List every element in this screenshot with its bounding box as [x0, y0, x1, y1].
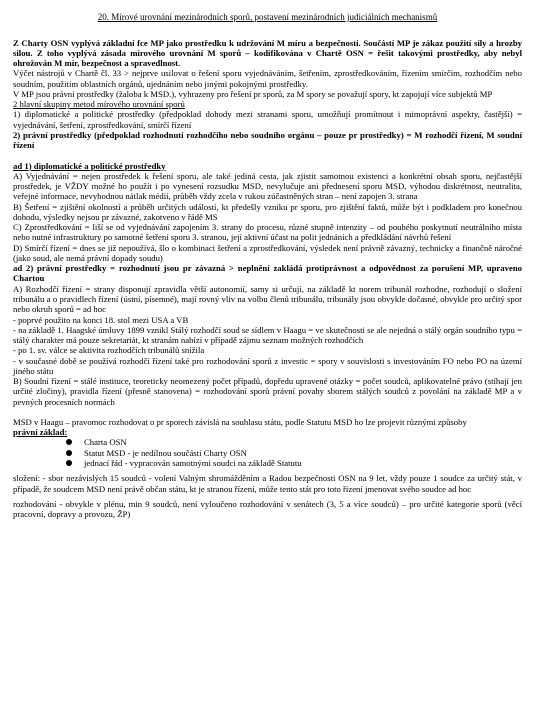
icj-legal-basis-list — [66, 437, 522, 468]
icj-composition: složení: - sbor nezávislých 15 soudců - volení Valným shromážděním a Radou bezpečnosti OSN na 9 let, vždy pouze 1 soudce za určitý stát, v případě, že soudcem MSD není právě občan státu, kt je stranou řízení, může tento stát pro toto řízení jmenovat svého soudce ad hoc — [13, 473, 522, 494]
arbitration-note-ww1: - po 1. sv. válce se aktivita rozhodčích tribunálů snížila — [13, 345, 205, 356]
legal-heading: ad 2) právní prostředky = rozhodnutí jsou pr závazná > neplnění zakládá protiprávnost a odpovědnost za porušení MP, upraveno Chartou — [13, 263, 522, 284]
diplomatic-item-inquiry: B) Šetření = zjištění okolností a průběh určitých událostí, kt předešly vzniku pr sporu, pro zjištění faktů, může být i podkladem pro konečnou dohodu, výsledky nejsou pr závazné, zakotveno v řádě MS — [13, 201, 522, 222]
diplomatic-item-mediation: C) Zprostředkování = liší se od vyjednávání zapojením 3. strany do procesu, různé stupně intenzity – od pouhého poskytnutí neutrálního místa nebo nutné infrastruktury po samotné šetření sporu 3. stranou, její aktivní účast na polit jednáních a předkládání návrhů řešení — [13, 222, 522, 243]
arbitration-note-hague: - na základě 1. Haagské úmluvy 1899 vznikl Stálý rozhodčí soud se sídlem v Haagu = ve skutečnosti se ale nejedná o stálý orgán soudního typu = stálý charakter má pouze sekretariát, kt stranám nabízí v případě zájmu seznam možných rozhodčích — [13, 324, 522, 346]
arbitration-note-first-use: - poprvé použito na konci 18. stol mezi USA a VB — [13, 314, 189, 325]
icj-legal-basis-label: právní základ: — [13, 427, 68, 438]
legal-item-arbitration: A) Rozhodčí řízení = strany disponují zpravidla větší autonomií, samy si určují, na základě kt norem tribunál rozhodne, rozhodují o složení tribunálu a o pravidlech řízení (ústní, písemné), mají rovný vliv na volbu členů tribunálu, tribunály jsou obvykle dočasné, obvykle pro určitý spor nebo okruh sporů = ad hoc — [13, 283, 522, 315]
page-title: 20. Mírové urovnání mezinárodních sporů, postavení mezinárodních judiciálních mechanismů — [97, 12, 438, 22]
intro-paragraph-legal: 2) právní prostředky (předpoklad rozhodnutí rozhodčího nebo soudního orgánu – pouze pr prostředky) = M rozhodčí řízení, M soudní řízení — [13, 130, 522, 151]
list-item: Statut MSD - je nedílnou součástí Charty OSN — [66, 448, 522, 458]
list-item: jednací řád - vypracován samotnými soudci na základě Statutu — [66, 458, 522, 468]
diplomatic-item-negotiation: A) Vyjednávání = nejen prostředek k řešení sporu, ale také jediná cesta, jak zjistit samotnou existenci a konkrétní obsah sporu, nejčastější prostředek, je VŽDY možné ho použít i po vynesení rozsudku MSD, nevylučuje ani přednesení sporu MSD, výhodou diskrétnost, neutralita, veřejné informace, nevyhodnou nátlak médií, průběh vždy zcela v rukou zúčastněných stran – není zapojen 3. strana — [13, 170, 522, 202]
icj-decision-making: rozhodování - obvykle v plénu, min 9 soudců, není vyloučeno rozhodování v senátech (3, 5 a více soudců) – pro určité kategorie sporů (věcí pracovní, dopravy a provozu, ŽP) — [13, 498, 522, 520]
diplomatic-heading: ad 1) diplomatické a politické prostředky — [13, 160, 166, 171]
legal-item-judicial: B) Soudní řízení = stálé instituce, teoreticky neomezený počet případů, dopředu upravené otázky = počet soudců, aplikovatelné právo (stíhají jen určité zločiny), pravidla řízení (přesně stanovena) = rozhodování sporů právní povahy sborem stálých soudců z povolání na základě MP a v pevných procesních normách — [13, 376, 522, 407]
list-item: Charta OSN — [66, 437, 522, 447]
icj-paragraph: MSD v Haagu – pravomoc rozhodovat o pr sporech závislá na souhlasu státu, podle Statutu MSD ho lze projevit různými způsoby — [13, 416, 467, 427]
intro-paragraph-diplomatic: 1) diplomatické a politické prostředky (předpoklad dohody mezi stranami sporu, umožňují promítnout i mimoprávní aspekty, častější) = vyjednávání, šetření, zprostředkování, smírčí řízení — [13, 109, 522, 130]
intro-paragraph-method-groups: 2 hlavní skupiny metod mírového urovnání sporů — [13, 99, 185, 110]
intro-paragraph-instruments: Výčet nástrojů v Chartě čl. 33 > nejprve usilovat o řešení sporu vyjednáváním, šetřením, zprostředkováním, řízením smírčím, rozhodčím nebo soudním, použitím oblastních orgánů, ujednáním nebo jinými pokojnými prostředky. — [13, 68, 522, 89]
diplomatic-item-conciliation: D) Smírčí řízení = dnes se již nepoužívá, šlo o kombinaci šetření a zprostředkování, výsledek není právně závazný, technicky a finančně náročné (jako soud, ale nemá právní dopady soudu) — [13, 242, 522, 263]
intro-paragraph-legal-means: V MP jsou právní prostředky (žaloba k MSD.), vyhrazeny pro řešení pr sporů, za M spory se považují spory, kt zapojují více subjektů MP — [13, 88, 493, 99]
intro-paragraph-charter: Z Charty OSN vyplývá základní fce MP jako prostředku k udržování M míru a bezpečnosti. Součástí MP je zákaz použití síly a hrozby silou. Z toho vyplývá zásada mírového urovnání M sporů – kodifikována v Chartě OSN = řešit takovými prostředky, aby nebyl ohrožován M mír, bezpečnost a spravedlnost. — [13, 37, 522, 69]
arbitration-note-investment: - v současné době se používá rozhodčí řízení také pro rozhodování sporů z investic = spory v souvislosti s investováním FO nebo PO na území jiného státu — [13, 355, 522, 376]
